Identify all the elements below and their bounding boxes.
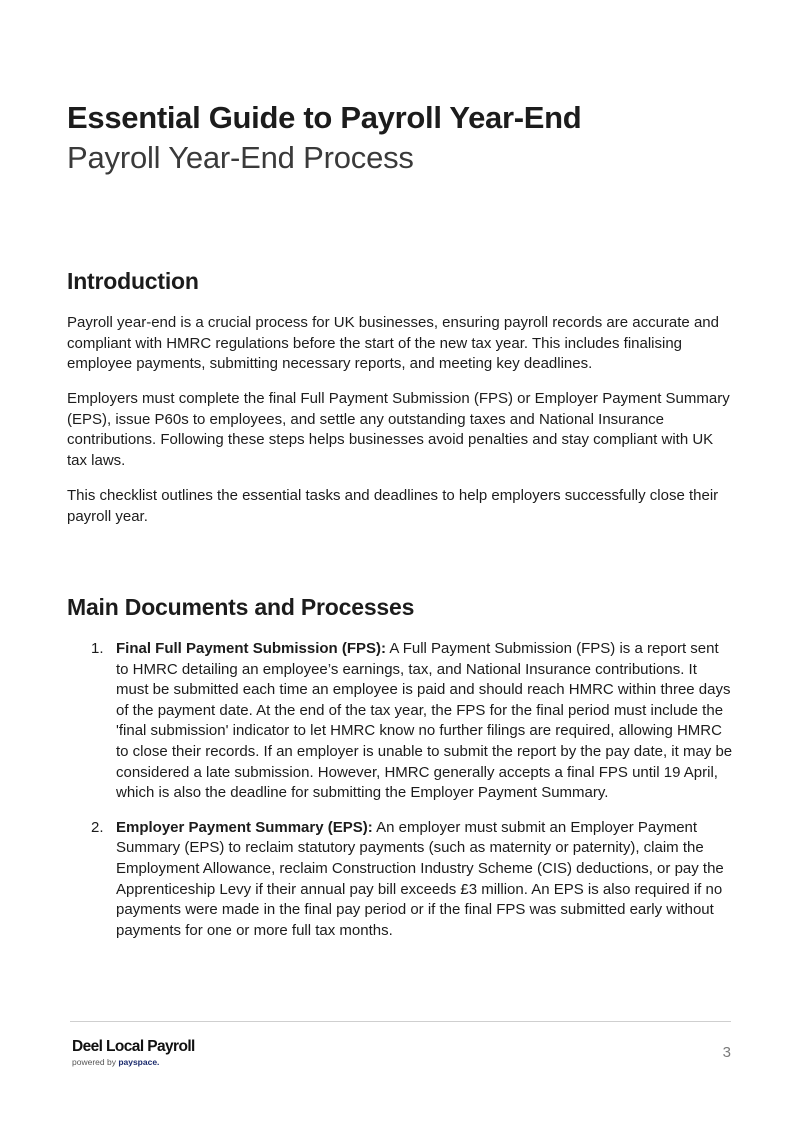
logo-wordmark: Deel Local Payroll <box>72 1038 195 1055</box>
logo-powered-by: powered by <box>72 1057 119 1067</box>
logo-tagline <box>72 1057 195 1067</box>
introduction-paragraph: This checklist outlines the essential tasks and deadlines to help employers successfully close their payroll year. <box>67 487 719 525</box>
documents-list <box>67 639 733 941</box>
list-item-text: A Full Payment Submission (FPS) is a report sent to HMRC detailing an employee’s earnings, tax, and National Insurance contributions. It must be submitted each time an employee is paid and should reach HMRC within three days of the payment date. At the end of the tax year, the FPS for the final period must include the 'final submission' indicator to let HMRC know no further filings are required, allowing HMRC to close their records. If an employer is unable to submit the report by the pay date, it may be considered a late submission. However, HMRC generally accepts a final FPS until 19 April, which is also the deadline for submitting the Employer Payment Summary. <box>116 640 733 802</box>
introduction-heading: Introduction <box>67 268 199 294</box>
page-number: 3 <box>722 1044 731 1061</box>
list-item-term: Final Full Payment Submission (FPS): <box>116 640 387 657</box>
company-logo <box>72 1038 195 1067</box>
main-documents-heading: Main Documents and Processes <box>67 594 415 620</box>
document-title: Essential Guide to Payroll Year-End <box>67 100 582 135</box>
logo-brand: payspace. <box>118 1057 160 1067</box>
list-item-number: 2. <box>91 818 104 836</box>
list-item <box>67 639 733 804</box>
footer-divider <box>70 1021 731 1022</box>
list-item-number: 1. <box>91 640 104 657</box>
introduction-paragraph: Payroll year-end is a crucial process for UK businesses, ensuring payroll records are accurate and compliant with HMRC regulations before the start of the new tax year. This includes finalising employee payments, submitting necessary reports, and meeting key deadlines. <box>67 314 719 373</box>
list-item <box>67 818 733 942</box>
list-item-term: Employer Payment Summary (EPS): <box>116 818 373 836</box>
list-item-text: An employer must submit an Employer Payment Summary (EPS) to reclaim statutory payments (such as maternity or paternity), claim the Employment Allowance, reclaim Construction Industry Scheme (CIS) deductions, or pay the Apprenticeship Levy if their annual pay bill exceeds £3 million. An EPS is also required if no payments were made in the final pay period or if the final FPS was submitted early without payments for one or more full tax months. <box>116 818 724 939</box>
document-subtitle: Payroll Year-End Process <box>67 140 414 175</box>
main-documents-section <box>67 592 733 955</box>
document-page <box>67 98 733 939</box>
introduction-section <box>67 266 733 542</box>
introduction-paragraph: Employers must complete the final Full Payment Submission (FPS) or Employer Payment Summary (EPS), issue P60s to employees, and settle any outstanding taxes and National Insurance contributions. Following these steps helps businesses avoid penalties and stay compliant with UK tax laws. <box>67 390 730 470</box>
